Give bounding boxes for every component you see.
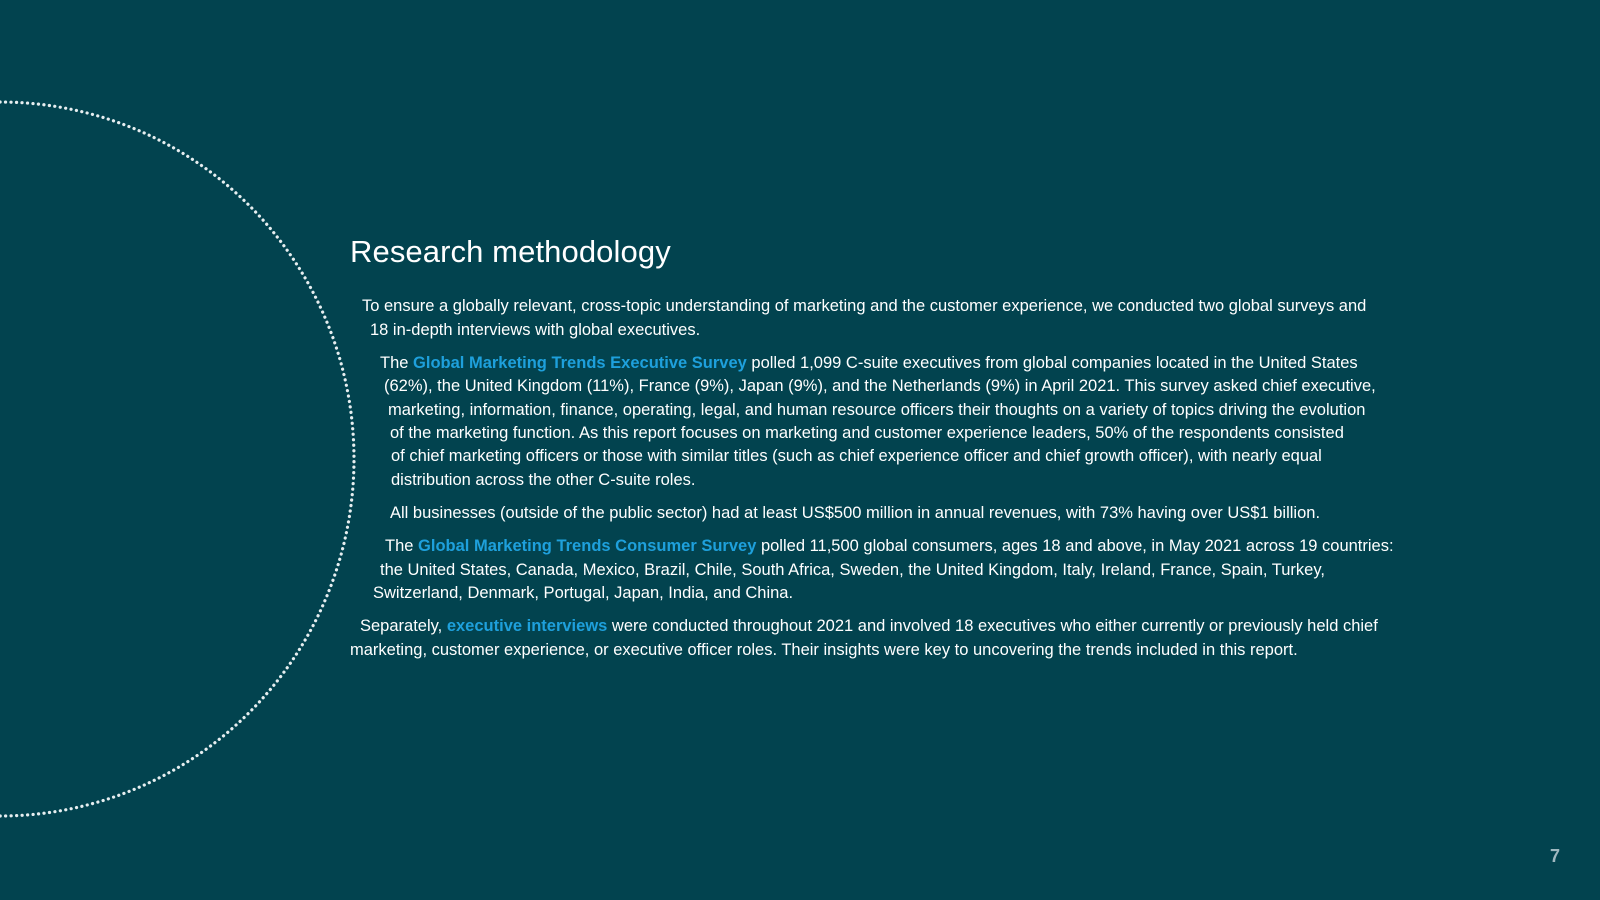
text-segment: The xyxy=(380,354,414,372)
text-segment: were conducted throughout 2021 and involved 18 executives who either currently or previously held chief xyxy=(607,617,1378,635)
consumer-survey-link[interactable]: Global Marketing Trends Consumer Survey xyxy=(418,537,757,555)
text-segment: Separately, xyxy=(360,617,447,635)
paragraph-executive-survey-line-4: of the marketing function. As this report focuses on marketing and customer experience leaders, 50% of the respondents consisted xyxy=(390,424,1344,442)
paragraph-intro-line-2: 18 in-depth interviews with global executives. xyxy=(370,321,701,339)
paragraph-consumer-survey-line-1 xyxy=(385,535,1394,557)
paragraph-executive-survey-line-2: (62%), the United Kingdom (11%), France (9%), Japan (9%), and the Netherlands (9%) in April 2021. This survey asked chief executive, xyxy=(384,377,1376,395)
paragraph-executive-survey-line-1 xyxy=(380,352,1358,374)
paragraph-intro-line-1: To ensure a globally relevant, cross-topic understanding of marketing and the customer experience, we conducted two global surveys and xyxy=(362,297,1367,315)
text-segment: polled 1,099 C-suite executives from global companies located in the United States xyxy=(746,354,1358,372)
executive-interviews-link[interactable]: executive interviews xyxy=(446,617,608,635)
text-segment: polled 11,500 global consumers, ages 18 and above, in May 2021 across 19 countries: xyxy=(756,537,1394,555)
paragraph-interviews-line-2: marketing, customer experience, or executive officer roles. Their insights were key to uncovering the trends included in this report. xyxy=(350,641,1298,659)
dotted-circle-decoration xyxy=(0,0,360,900)
text-segment: The xyxy=(385,537,419,555)
paragraph-consumer-survey-line-3: Switzerland, Denmark, Portugal, Japan, India, and China. xyxy=(373,584,794,602)
page-title: Research methodology xyxy=(350,234,671,269)
executive-survey-link[interactable]: Global Marketing Trends Executive Survey xyxy=(413,354,747,372)
paragraph-executive-survey-line-3: marketing, information, finance, operating, legal, and human resource officers their thoughts on a variety of topics driving the evolution xyxy=(388,401,1366,419)
paragraph-interviews-line-1 xyxy=(360,615,1378,637)
paragraph-executive-survey-line-5: of chief marketing officers or those with similar titles (such as chief experience officer and chief growth officer), with nearly equal xyxy=(391,447,1322,465)
paragraph-consumer-survey-line-2: the United States, Canada, Mexico, Brazil, Chile, South Africa, Sweden, the United Kingdom, Italy, Ireland, France, Spain, Turkey, xyxy=(380,561,1325,579)
page-number: 7 xyxy=(1549,846,1560,866)
paragraph-revenue-line-1: All businesses (outside of the public sector) had at least US$500 million in annual revenues, with 73% having over US$1 billion. xyxy=(390,504,1321,522)
paragraph-executive-survey-line-6: distribution across the other C-suite roles. xyxy=(391,471,696,489)
